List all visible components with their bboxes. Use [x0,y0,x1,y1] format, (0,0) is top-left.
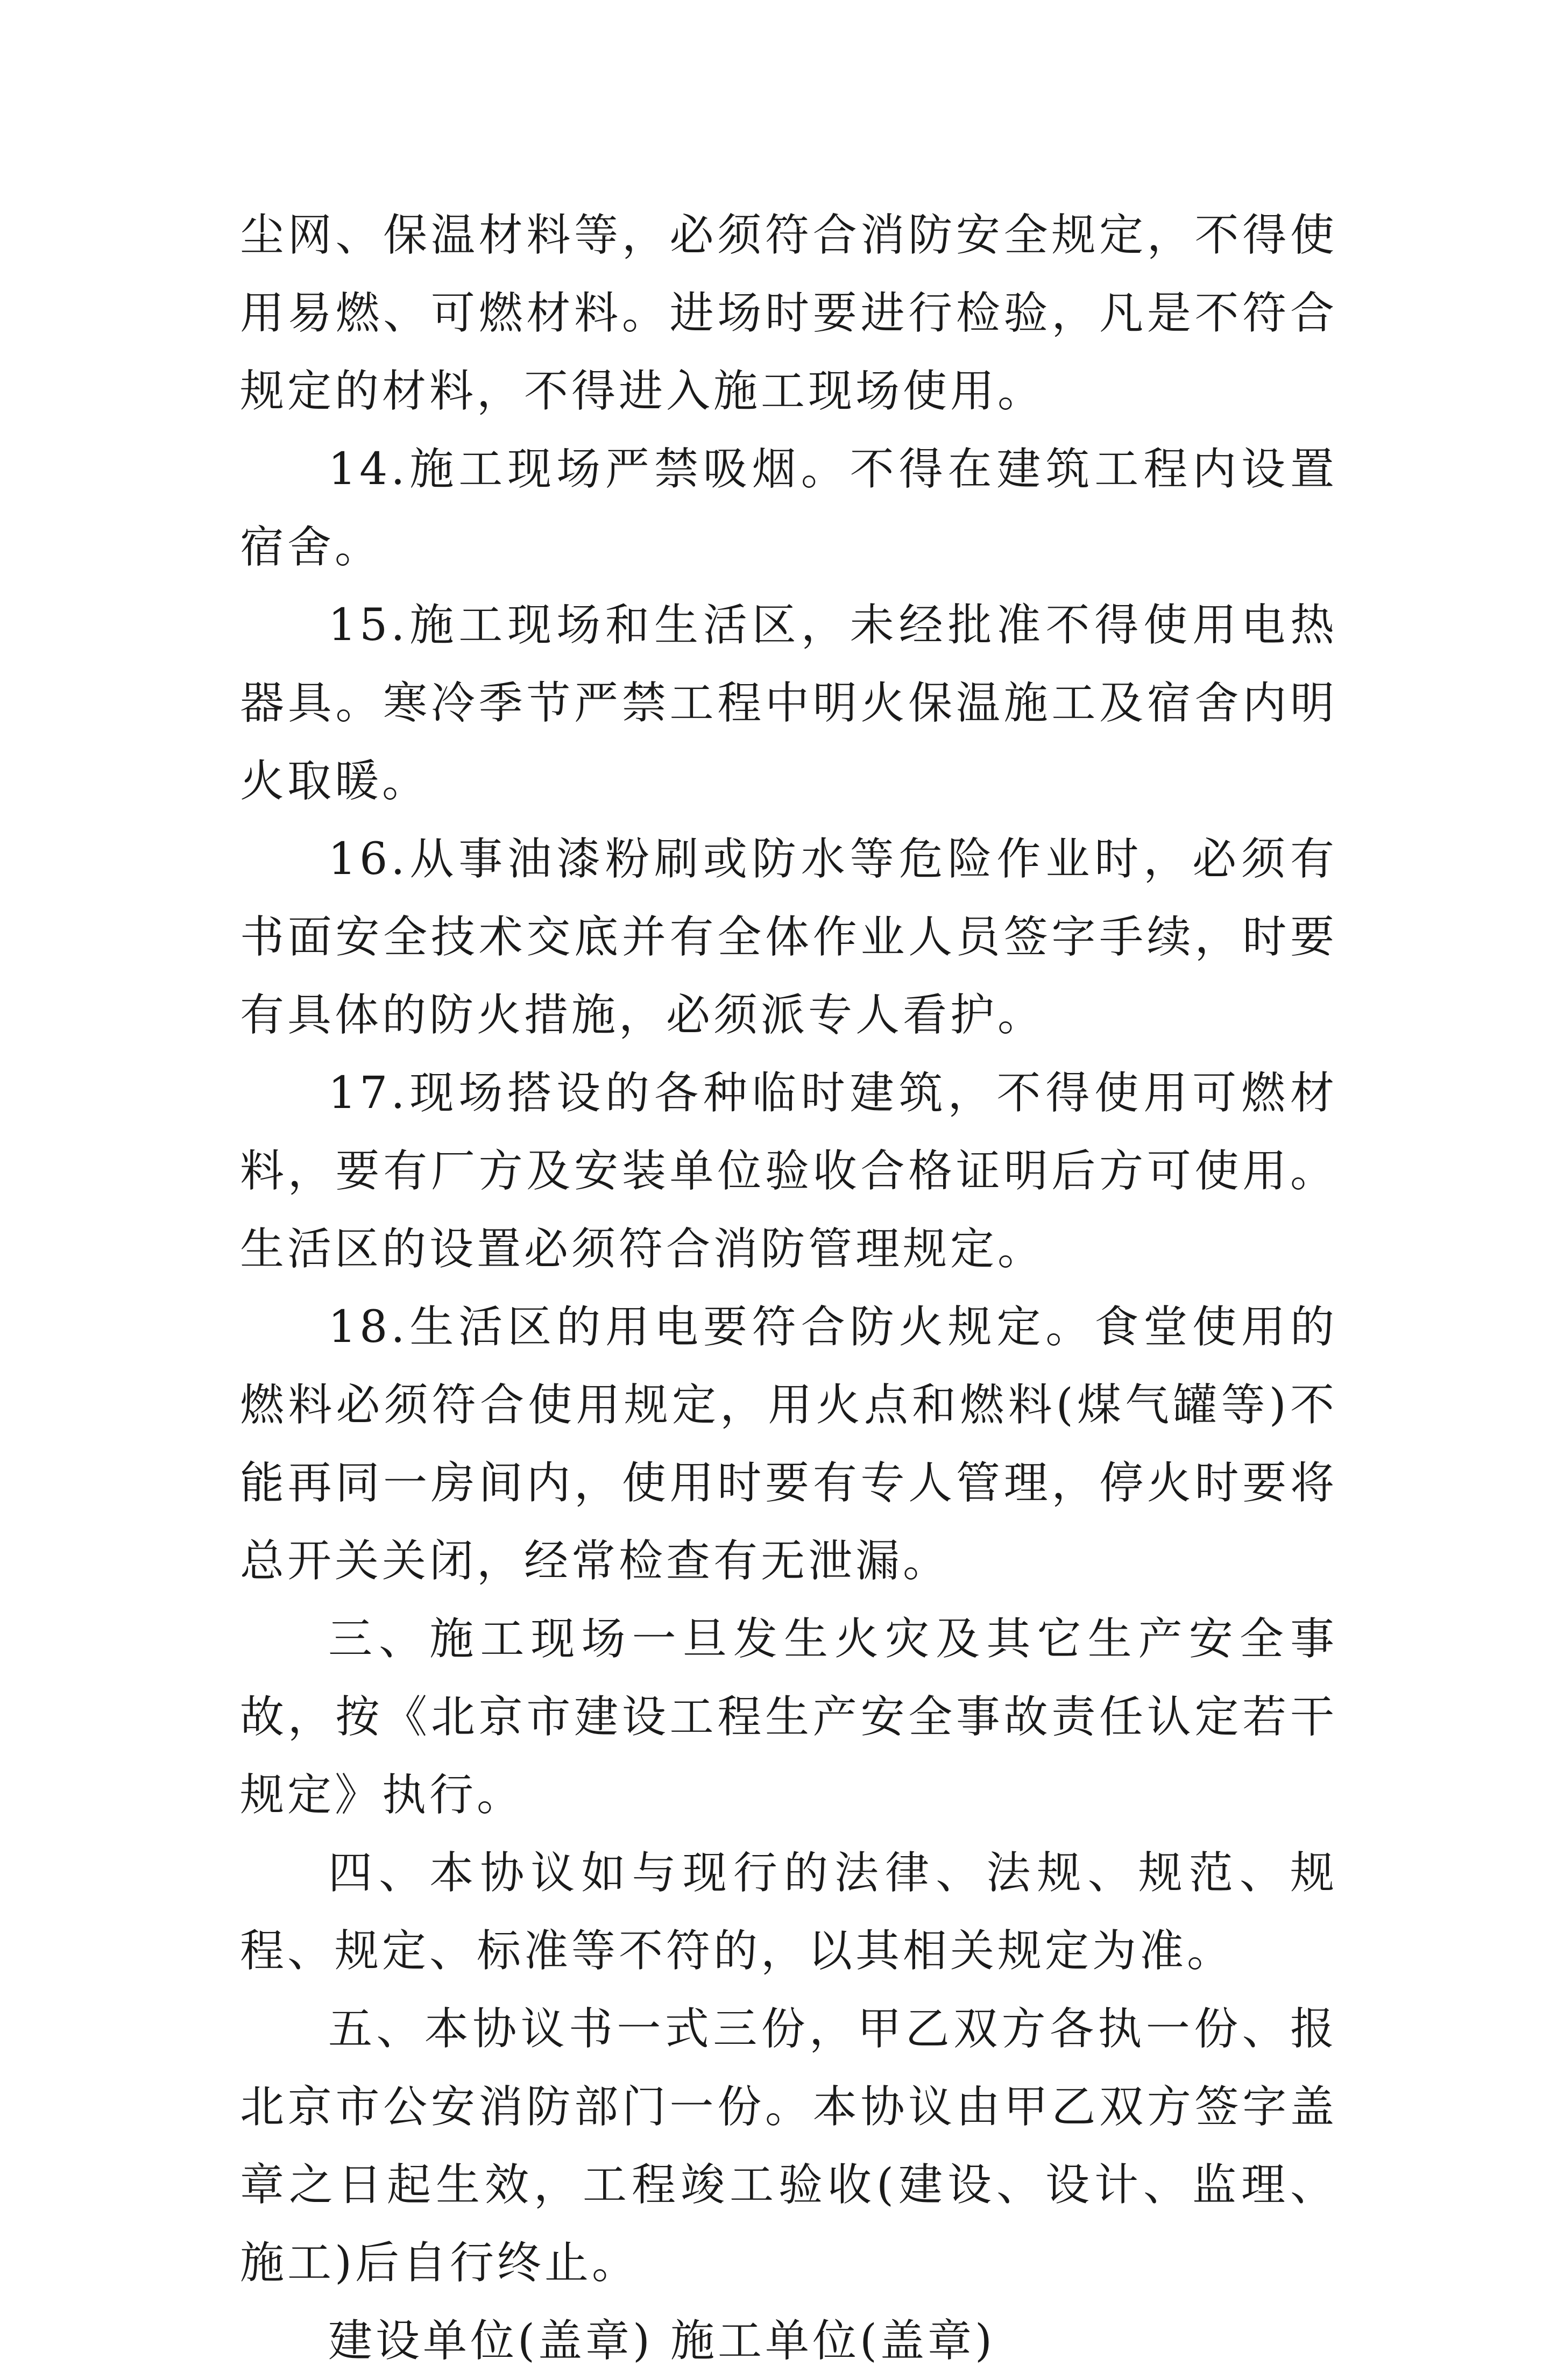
paragraph-section-3: 三、施工现场一旦发生火灾及其它生产安全事故，按《北京市建设工程生产安全事故责任认定若干规定》执行。 [240,1614,1337,1821]
paragraph-item-18: 18.生活区的用电要符合防火规定。食堂使用的燃料必须符合使用规定，用火点和燃料(煤气罐等)不能再同一房间内，使用时要有专人管理，停火时要将总开关关闭，经常检查有无泄漏。 [240,1302,1337,1587]
paragraph-item-16: 16.从事油漆粉刷或防水等危险作业时，必须有书面安全技术交底并有全体作业人员签字手续，时要有具体的防火措施，必须派专人看护。 [240,834,1337,1041]
paragraph-item-17: 17.现场搭设的各种临时建筑，不得使用可燃材料，要有厂方及安装单位验收合格证明后方可使用。生活区的设置必须符合消防管理规定。 [240,1068,1337,1275]
paragraph-item-14: 14.施工现场严禁吸烟。不得在建筑工程内设置宿舍。 [240,444,1337,573]
signature-line: 建设单位(盖章) 施工单位(盖章) [328,2315,996,2367]
paragraph-item-15: 15.施工现场和生活区，未经批准不得使用电热器具。寒冷季节严禁工程中明火保温施工及宿舍内明火取暖。 [240,600,1337,807]
paragraph-section-4: 四、本协议如与现行的法律、法规、规范、规程、规定、标准等不符的，以其相关规定为准。 [240,1848,1337,1977]
document-body [240,196,1337,2380]
paragraph-section-5: 五、本协议书一式三份，甲乙双方各执一份、报北京市公安消防部门一份。本协议由甲乙双方签字盖章之日起生效，工程竣工验收(建设、设计、监理、施工)后自行终止。 [240,2004,1337,2289]
paragraph-materials-continued: 尘网、保温材料等，必须符合消防安全规定，不得使用易燃、可燃材料。进场时要进行检验，凡是不符合规定的材料，不得进入施工现场使用。 [240,210,1337,417]
